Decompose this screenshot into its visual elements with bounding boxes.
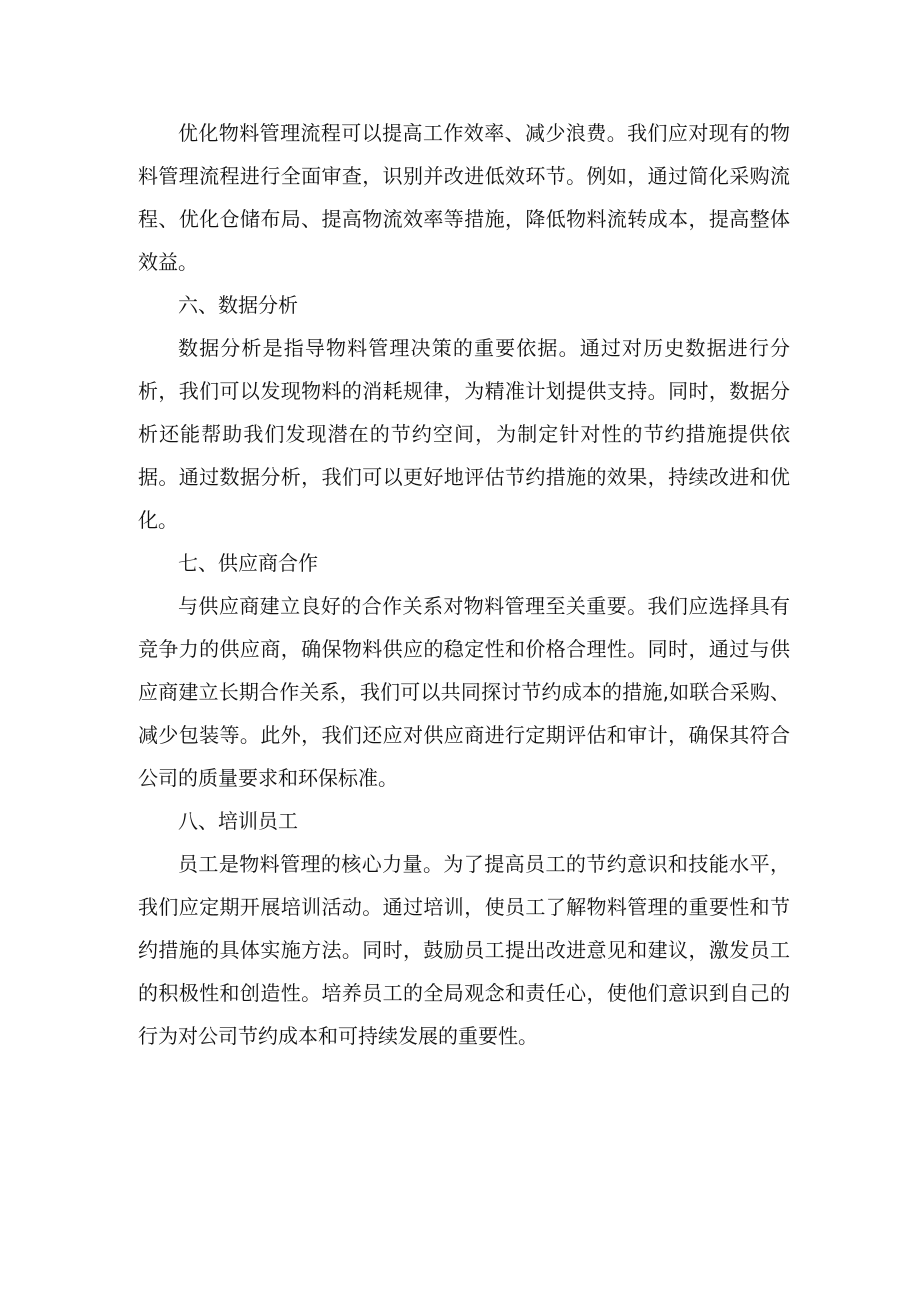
- document-body: [138, 112, 790, 1058]
- section-heading-staff-training: 八、培训员工: [178, 809, 298, 833]
- paragraph-staff-training: 员工是物料管理的核心力量。为了提高员工的节约意识和技能水平，我们应定期开展培训活动。通过培训，使员工了解物料管理的重要性和节约措施的具体实施方法。同时，鼓励员工提出改进意见和建议，激发员工的积极性和创造性。培养员工的全局观念和责任心，使他们意识到自己的行为对公司节约成本和可持续发展的重要性。: [138, 852, 790, 1048]
- paragraph-supplier-cooperation: 与供应商建立良好的合作关系对物料管理至关重要。我们应选择具有竞争力的供应商，确保物料供应的稳定性和价格合理性。同时，通过与供应商建立长期合作关系，我们可以共同探讨节约成本的措施,如联合采购、减少包装等。此外，我们还应对供应商进行定期评估和审计，确保其符合公司的质量要求和环保标准。: [138, 594, 790, 790]
- paragraph-process-optimization: 优化物料管理流程可以提高工作效率、减少浪费。我们应对现有的物料管理流程进行全面审查，识别并改进低效环节。例如，通过简化采购流程、优化仓储布局、提高物流效率等措施，降低物料流转成本，提高整体效益。: [138, 121, 790, 274]
- paragraph-data-analysis: 数据分析是指导物料管理决策的重要依据。通过对历史数据进行分析，我们可以发现物料的消耗规律，为精准计划提供支持。同时，数据分析还能帮助我们发现潜在的节约空间，为制定针对性的节约措施提供依据。通过数据分析，我们可以更好地评估节约措施的效果，持续改进和优化。: [138, 336, 790, 532]
- section-heading-data-analysis: 六、数据分析: [178, 293, 298, 317]
- section-heading-supplier-cooperation: 七、供应商合作: [178, 551, 318, 575]
